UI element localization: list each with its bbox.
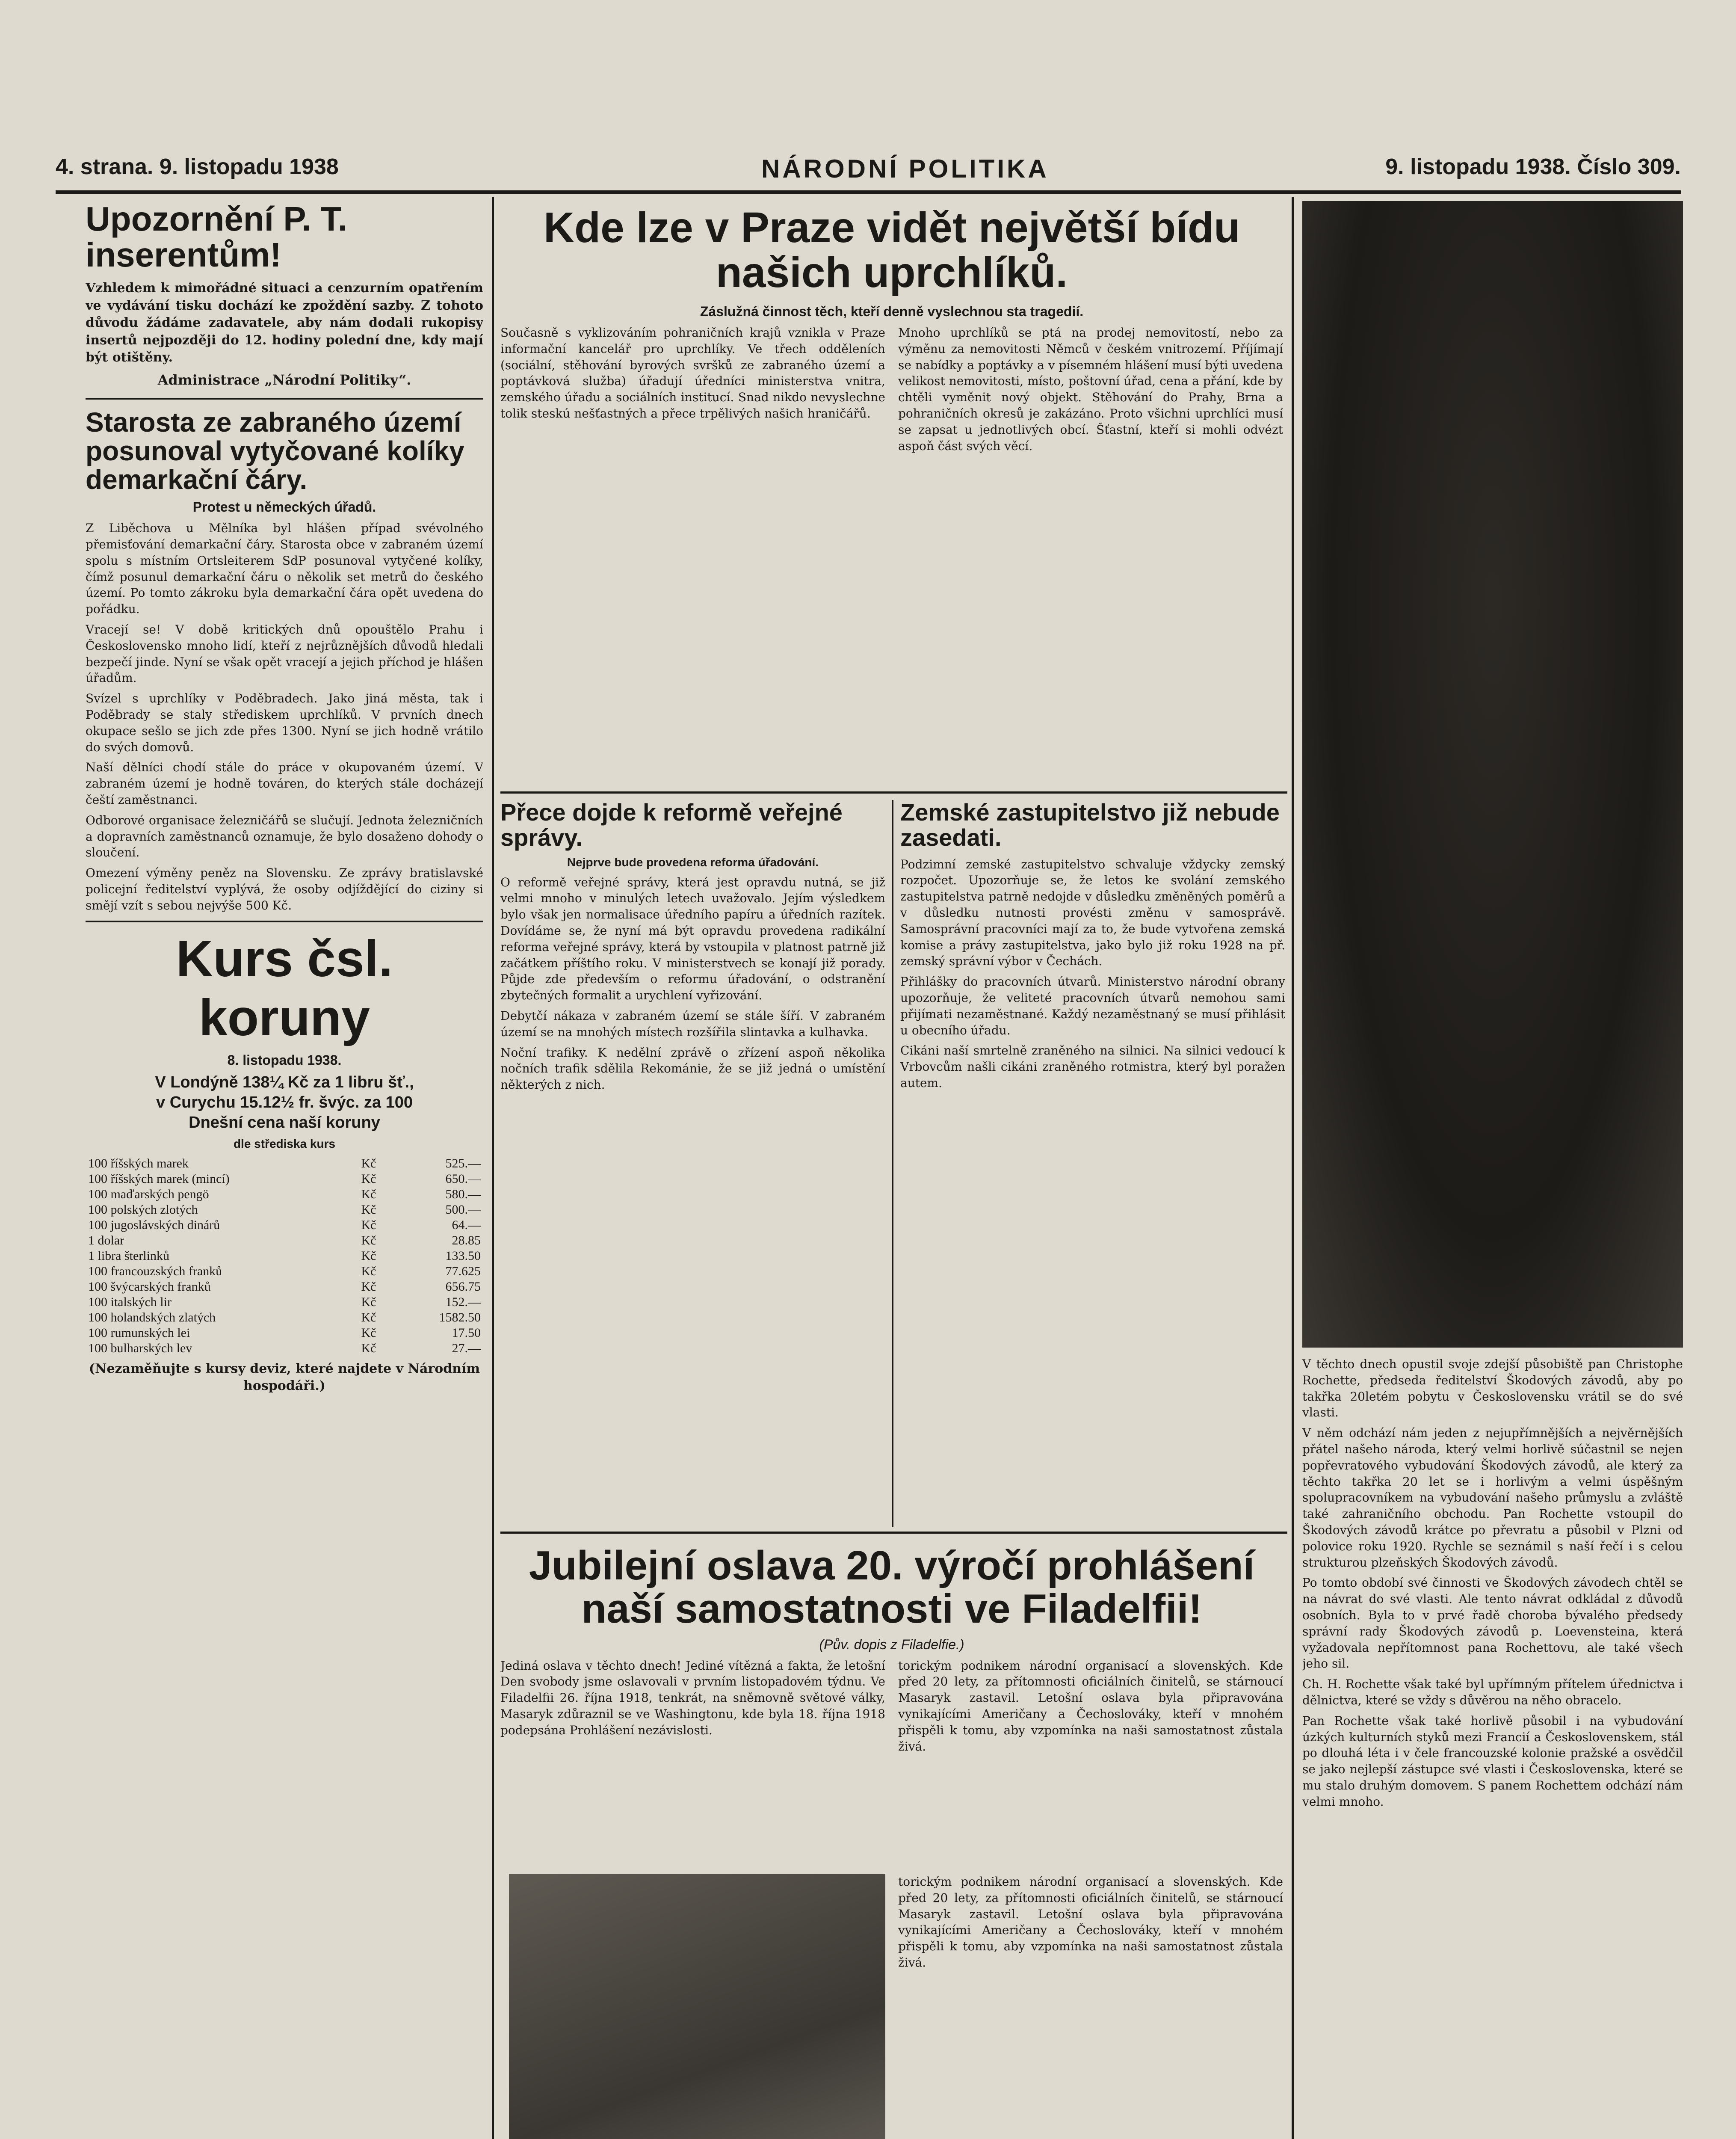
article-title: Starosta ze zabraného území posunoval vytyčované kolíky demarkační čáry.	[86, 406, 464, 495]
portrait-photo	[1302, 201, 1683, 1348]
rate-row	[86, 1202, 483, 1218]
reform-body: O reformě veřejné správy, která jest opravdu nutná, se již velmi mnoho v minulých letech uvažovalo. Jejím výsledkem bylo však jen normalisace úředního papíru a úředních razítek. Dovídáme se, že nyní má být opravdu provedena radikální reforma veřejné správy, která by vstoupila v platnost patrně již začátkem příštího roku. V ministerstvech se konají již porady. Půjde zde především o reformu úřadování, o odstranění zbytečných formalit a urychlení vyřizování.	[500, 875, 885, 1003]
rate-currency: Kč	[361, 1156, 376, 1170]
reform-subtitle: Nejprve bude provedena reforma úřadování.	[567, 855, 819, 869]
rochette-body: V těchto dnech opustil svoje zdejší působiště pan Christophe Rochette, předseda ředitelství Škodových závodů, aby po takřka 20letém pobytu v Československu vrátil se do své vlasti.	[1302, 1357, 1683, 1420]
rate-label: 100 francouzských franků	[88, 1264, 222, 1278]
rate-label: 100 švýcarských franků	[88, 1279, 211, 1294]
kurs-table-header: dle střediska kurs	[233, 1137, 336, 1150]
page-number-date: 4. strana. 9. listopadu 1938	[56, 154, 339, 179]
rate-row	[86, 1341, 483, 1356]
news-note: Cikáni naší smrtelně zraněného na silnici. Na silnici vedoucí k Vrbovcům našli cikáni zraněného rotmistra, který byl poražen autem.	[900, 1043, 1285, 1090]
rate-row	[86, 1218, 483, 1233]
news-note: Omezení výměny peněz na Slovensku. Ze zprávy bratislavské policejní ředitelství vyplývá, že osoby odjíždějící do ciziny si smějí vzít s sebou nejvýše 500 Kč.	[86, 866, 483, 912]
rate-value: 650.—	[445, 1171, 481, 1186]
rate-currency: Kč	[361, 1218, 376, 1232]
rate-value: 133.50	[445, 1248, 481, 1263]
news-note: Odborové organisace železničářů se slučují. Jednota železničních a dopravních zaměstnanců oznamuje, že bylo dosaženo dohody o sloučení.	[86, 813, 483, 860]
rate-label: 100 maďarských pengö	[88, 1187, 209, 1201]
kurs-title: Kurs čsl. koruny	[176, 930, 393, 1046]
rate-currency: Kč	[361, 1325, 376, 1340]
rate-row	[86, 1279, 483, 1295]
kurs-subtitle: Dnešní cena naší koruny	[189, 1113, 380, 1132]
jubilee-title: Jubilejní oslava 20. výročí prohlášení naší samostatnosti ve Filadelfii!	[529, 1543, 1255, 1632]
rate-label: 100 bulharských lev	[88, 1341, 192, 1355]
newspaper-title: NÁRODNÍ POLITIKA	[761, 154, 1049, 183]
divider	[86, 921, 483, 922]
jubilee-body-col1: Jediná oslava v těchto dnech! Jediné vítězná a fakta, že letošní Den svobody jsme oslavovali v prvním listopadovém týdnu. Ve Filadelfii 26. října 1918, tenkrát, na sněmovně světové války, Masaryk zdůraznil se ve Washingtonu, kde byla 18. října 1918 podepsána Prohlášení nezávislosti.	[500, 1658, 885, 1737]
notice-body: Vzhledem k mimořádné situaci a cenzurním opatřením ve vydávání tisku dochází ke zpoždění sazby. Z tohoto důvodu žádáme zadavatele, aby nám dodali rukopisy insertů nejpozději do 12. hodiny polední dne, kdy mají být otištěny.	[86, 281, 483, 365]
rate-label: 100 polských zlotých	[88, 1202, 198, 1217]
issue-date-number: 9. listopadu 1938. Číslo 309.	[1385, 154, 1681, 179]
column-rule	[492, 197, 494, 2139]
reform-title: Přece dojde k reformě veřejné správy.	[500, 800, 843, 851]
rate-value: 1582.50	[439, 1310, 481, 1324]
news-note: Přihlášky do pracovních útvarů. Ministerstvo národní obrany upozorňuje, že veliteté pracovních útvarů nemohou sami přijímati nezaměstnané. Každý nezaměstnaný se musí přihlásit u obecního úřadu.	[900, 975, 1285, 1037]
kurs-zurich: v Curychu 15.12½ fr. švýc. za 100	[156, 1093, 413, 1111]
rochette-body: V něm odchází nám jeden z nejupřímnějších a nejvěrnějších přátel našeho národa, který velmi horlivě súčastnil se nejen popřevratového vybudování Škodových závodů, ale který za těchto takřka 20 let se i horlivým a velmi úspěšným spolupracovníkem na vybudování našeho průmyslu a zvláště také zahraničního obchodu. Pan Rochette vstoupil do Škodových závodů krátce po převratu a působil v Plzni od polovice roku 1920. Rychle se seznámil s naší řečí i s celou strukturou plzeňských Škodových závodů.	[1302, 1426, 1683, 1570]
zemske-title: Zemské zastupitelstvo již nebude zasedati.	[900, 800, 1280, 851]
jubilee-body-extra: torickým podnikem národní organisací a slovenských. Kde před 20 lety, za přítomnosti oficiálních činitelů, se stárnoucí Masaryk zastavil. Letošní oslava byla připravována vynikajícími Američany a Čechoslováky, kteří v mnohém přispěli k tomu, aby vzpomínka na naši samostatnost zůstala živá.	[898, 1875, 1283, 1970]
rate-row	[86, 1156, 483, 1171]
news-note: Noční trafiky. K nedělní zprávě o zřízení aspoň několika nočních trafik sdělila Rekománie, že se již jedná o umístění některých z nich.	[500, 1045, 885, 1092]
ceremony-photo	[509, 1874, 885, 2139]
rate-row	[86, 1171, 483, 1187]
rate-value: 525.—	[445, 1156, 481, 1170]
rate-value: 17.50	[452, 1325, 481, 1340]
column-rule	[892, 800, 893, 1527]
column-rule	[1292, 197, 1294, 2139]
rate-currency: Kč	[361, 1233, 376, 1247]
divider	[500, 791, 1287, 794]
rate-row	[86, 1233, 483, 1248]
rate-row	[86, 1310, 483, 1325]
lead-body-col1: Současně s vyklizováním pohraničních krajů vznikla v Praze informační kancelář pro uprchlíky. Ve třech odděleních (sociální, stěhování byrových svršků ze zabraného území a poptávková služba) úřadují úředníci ministerstva vnitra, zemského úřadu a sociálních institucí. Snad nikdo nevyslechne tolik steskú nešťastných a přece trpělivých našich hraničářů.	[500, 326, 885, 421]
rate-row	[86, 1187, 483, 1202]
rate-currency: Kč	[361, 1187, 376, 1201]
masthead	[56, 154, 1681, 188]
jubilee-body-col2: torickým podnikem národní organisací a slovenských. Kde před 20 lety, za přítomnosti oficiálních činitelů, se stárnoucí Masaryk zastavil. Letošní oslava byla připravována vynikajícími Američany a Čechoslováky, kteří v mnohém přispěli k tomu, aby vzpomínka na naši samostatnost zůstala živá.	[898, 1658, 1283, 1754]
rochette-body: Ch. H. Rochette však také byl upřímným přítelem úřednictva i dělnictva, které se vždy s důvěrou na něho obracelo.	[1302, 1677, 1683, 1707]
rate-currency: Kč	[361, 1171, 376, 1186]
zemske-body: Podzimní zemské zastupitelstvo schvaluje vždycky zemský rozpočet. Upozorňuje se, že letos ke svolání zemského zastupitelstva patrně nedojde v důsledku změněných poměrů a v důsledku nutnosti provésti změnu v samosprávě. Samosprávní pracovníci mají za to, že bude vytvořena zemská komise a právy zastupitelstva, jako bylo již roku 1928 na př. zemský správní výbor v Čechách.	[900, 857, 1285, 969]
rate-value: 64.—	[452, 1218, 481, 1232]
right-column	[1302, 1356, 1683, 2139]
news-note: Vracejí se! V době kritických dnů opouštělo Prahu i Československo mnoho lidí, kteří z nejrůznějších důvodů hledali bezpečí jinde. Nyní se však opět vracejí a jejich příchod je hlášen úřadům.	[86, 622, 483, 685]
jubilee-byline: (Pův. dopis z Filadelfie.)	[819, 1636, 964, 1652]
rate-row	[86, 1264, 483, 1279]
rate-label: 1 dolar	[88, 1233, 124, 1247]
rate-currency: Kč	[361, 1341, 376, 1355]
rate-value: 580.—	[445, 1187, 481, 1201]
rochette-body: Pan Rochette však také horlivě působil i na vybudování úzkých kulturních styků mezi Francií a Československem, stál po dlouhá léta i v čele francouzské kolonie pražské a osvědčil se jako nejlepší zástupce své vlasti i Československa, které se mu stalo druhým domovem. S panem Rochettem odchází nám velmi mnoho.	[1302, 1713, 1683, 1809]
rate-value: 27.—	[452, 1341, 481, 1355]
rate-currency: Kč	[361, 1310, 376, 1324]
rate-label: 1 libra šterlinků	[88, 1248, 169, 1263]
rate-value: 77.625	[445, 1264, 481, 1278]
article-subtitle: Protest u německých úřadů.	[192, 499, 376, 515]
rate-label: 100 jugoslávských dinárů	[88, 1218, 220, 1232]
exchange-rate-table	[86, 1156, 483, 1356]
masthead-rule	[56, 190, 1681, 194]
kurs-footer: (Nezaměňujte s kursy deviz, které najdete v Národním hospodáři.)	[89, 1361, 480, 1394]
rate-value: 656.75	[445, 1279, 481, 1294]
rate-label: 100 říšských marek	[88, 1156, 189, 1170]
rate-label: 100 rumunských lei	[88, 1325, 190, 1340]
rate-currency: Kč	[361, 1202, 376, 1217]
left-column	[86, 201, 483, 2139]
news-note: Svízel s uprchlíky v Poděbradech. Jako jiná města, tak i Poděbrady se staly střediskem uprchlíků. V prvních dnech okupace sešlo se jich zde přes 1300. Nyní se jich hodně vrátilo do svých domovů.	[86, 691, 483, 754]
reform-article	[500, 800, 885, 1527]
jubilee-continued	[898, 1874, 1283, 2139]
lead-title: Kde lze v Praze vidět největší bídu našich uprchlíků.	[543, 204, 1240, 296]
lead-article	[500, 201, 1283, 800]
rochette-body: Po tomto období své činnosti ve Škodových závodech chtěl se na návrat do své vlasti. Ale tento návrat odkládal z důvodů osobních. Byla to v prvé řadě choroba bývalého předsedy správní rady Škodových závodů p. Loevensteina, která vyžadovala nepřítomnost pana Rochettovu, ale také všech jeho sil.	[1302, 1576, 1683, 1671]
rate-row	[86, 1248, 483, 1264]
rate-row	[86, 1325, 483, 1341]
rate-currency: Kč	[361, 1295, 376, 1309]
zemske-article	[900, 800, 1285, 1527]
kurs-date: 8. listopadu 1938.	[227, 1052, 342, 1068]
divider	[500, 1532, 1287, 1534]
lead-subtitle: Záslužná činnost těch, kteří denně vyslechnou sta tragedií.	[700, 304, 1084, 319]
notice-title: Upozornění P. T. inserentům!	[86, 201, 347, 274]
rate-label: 100 říšských marek (mincí)	[88, 1171, 230, 1186]
article-body: Z Liběchova u Mělníka byl hlášen případ svévolného přemisťování demarkační čáry. Starosta obce v zabraném území spolu s místním Ortsleiterem SdP posunoval vytyčené kolíky, čímž posunul demarkační čáru o několik set metrů do českého území. Po tomto zákroku byla demarkační čára opět uvedena do pořádku.	[86, 521, 483, 616]
divider	[86, 398, 483, 400]
rate-row	[86, 1295, 483, 1310]
news-note: Naší dělníci chodí stále do práce v okupovaném území. V zabraném území je hodně továren, do kterých stále docházejí čeští zaměstnanci.	[86, 760, 483, 807]
rate-currency: Kč	[361, 1279, 376, 1294]
rate-currency: Kč	[361, 1264, 376, 1278]
news-note: Debytčí nákaza v zabraném území se stále šíří. V zabraném území se na mnohých místech rozšířila slintavka a kulhavka.	[500, 1008, 885, 1039]
rate-label: 100 holandských zlatých	[88, 1310, 216, 1324]
lead-body-col2: Mnoho uprchlíků se ptá na prodej nemovitostí, nebo za výměnu za nemovitosti Němců v českém vnitrozemí. Příjímají se nabídky a poptávky a v písemném hlášení musí býti uvedena velikost nemovitosti, místo, poštovní úřad, cena a přání, kde by chtěli vyměnit nový objekt. Stěhování do Prahy, Brna a pohraničních okresů je zakázáno. Proto všichni uprchlíci musí se zapsat u jednotlivých obcí. Šťastní, kteří si mohli odvézt aspoň část svých věcí.	[898, 326, 1283, 453]
rate-value: 28.85	[452, 1233, 481, 1247]
rate-label: 100 italských lir	[88, 1295, 172, 1309]
rate-value: 500.—	[445, 1202, 481, 1217]
kurs-london: V Londýně 138¼ Kč za 1 libru šť.,	[155, 1073, 414, 1091]
notice-signature: Administrace „Národní Politiky“.	[157, 371, 411, 388]
rate-currency: Kč	[361, 1248, 376, 1263]
rate-value: 152.—	[445, 1295, 481, 1309]
